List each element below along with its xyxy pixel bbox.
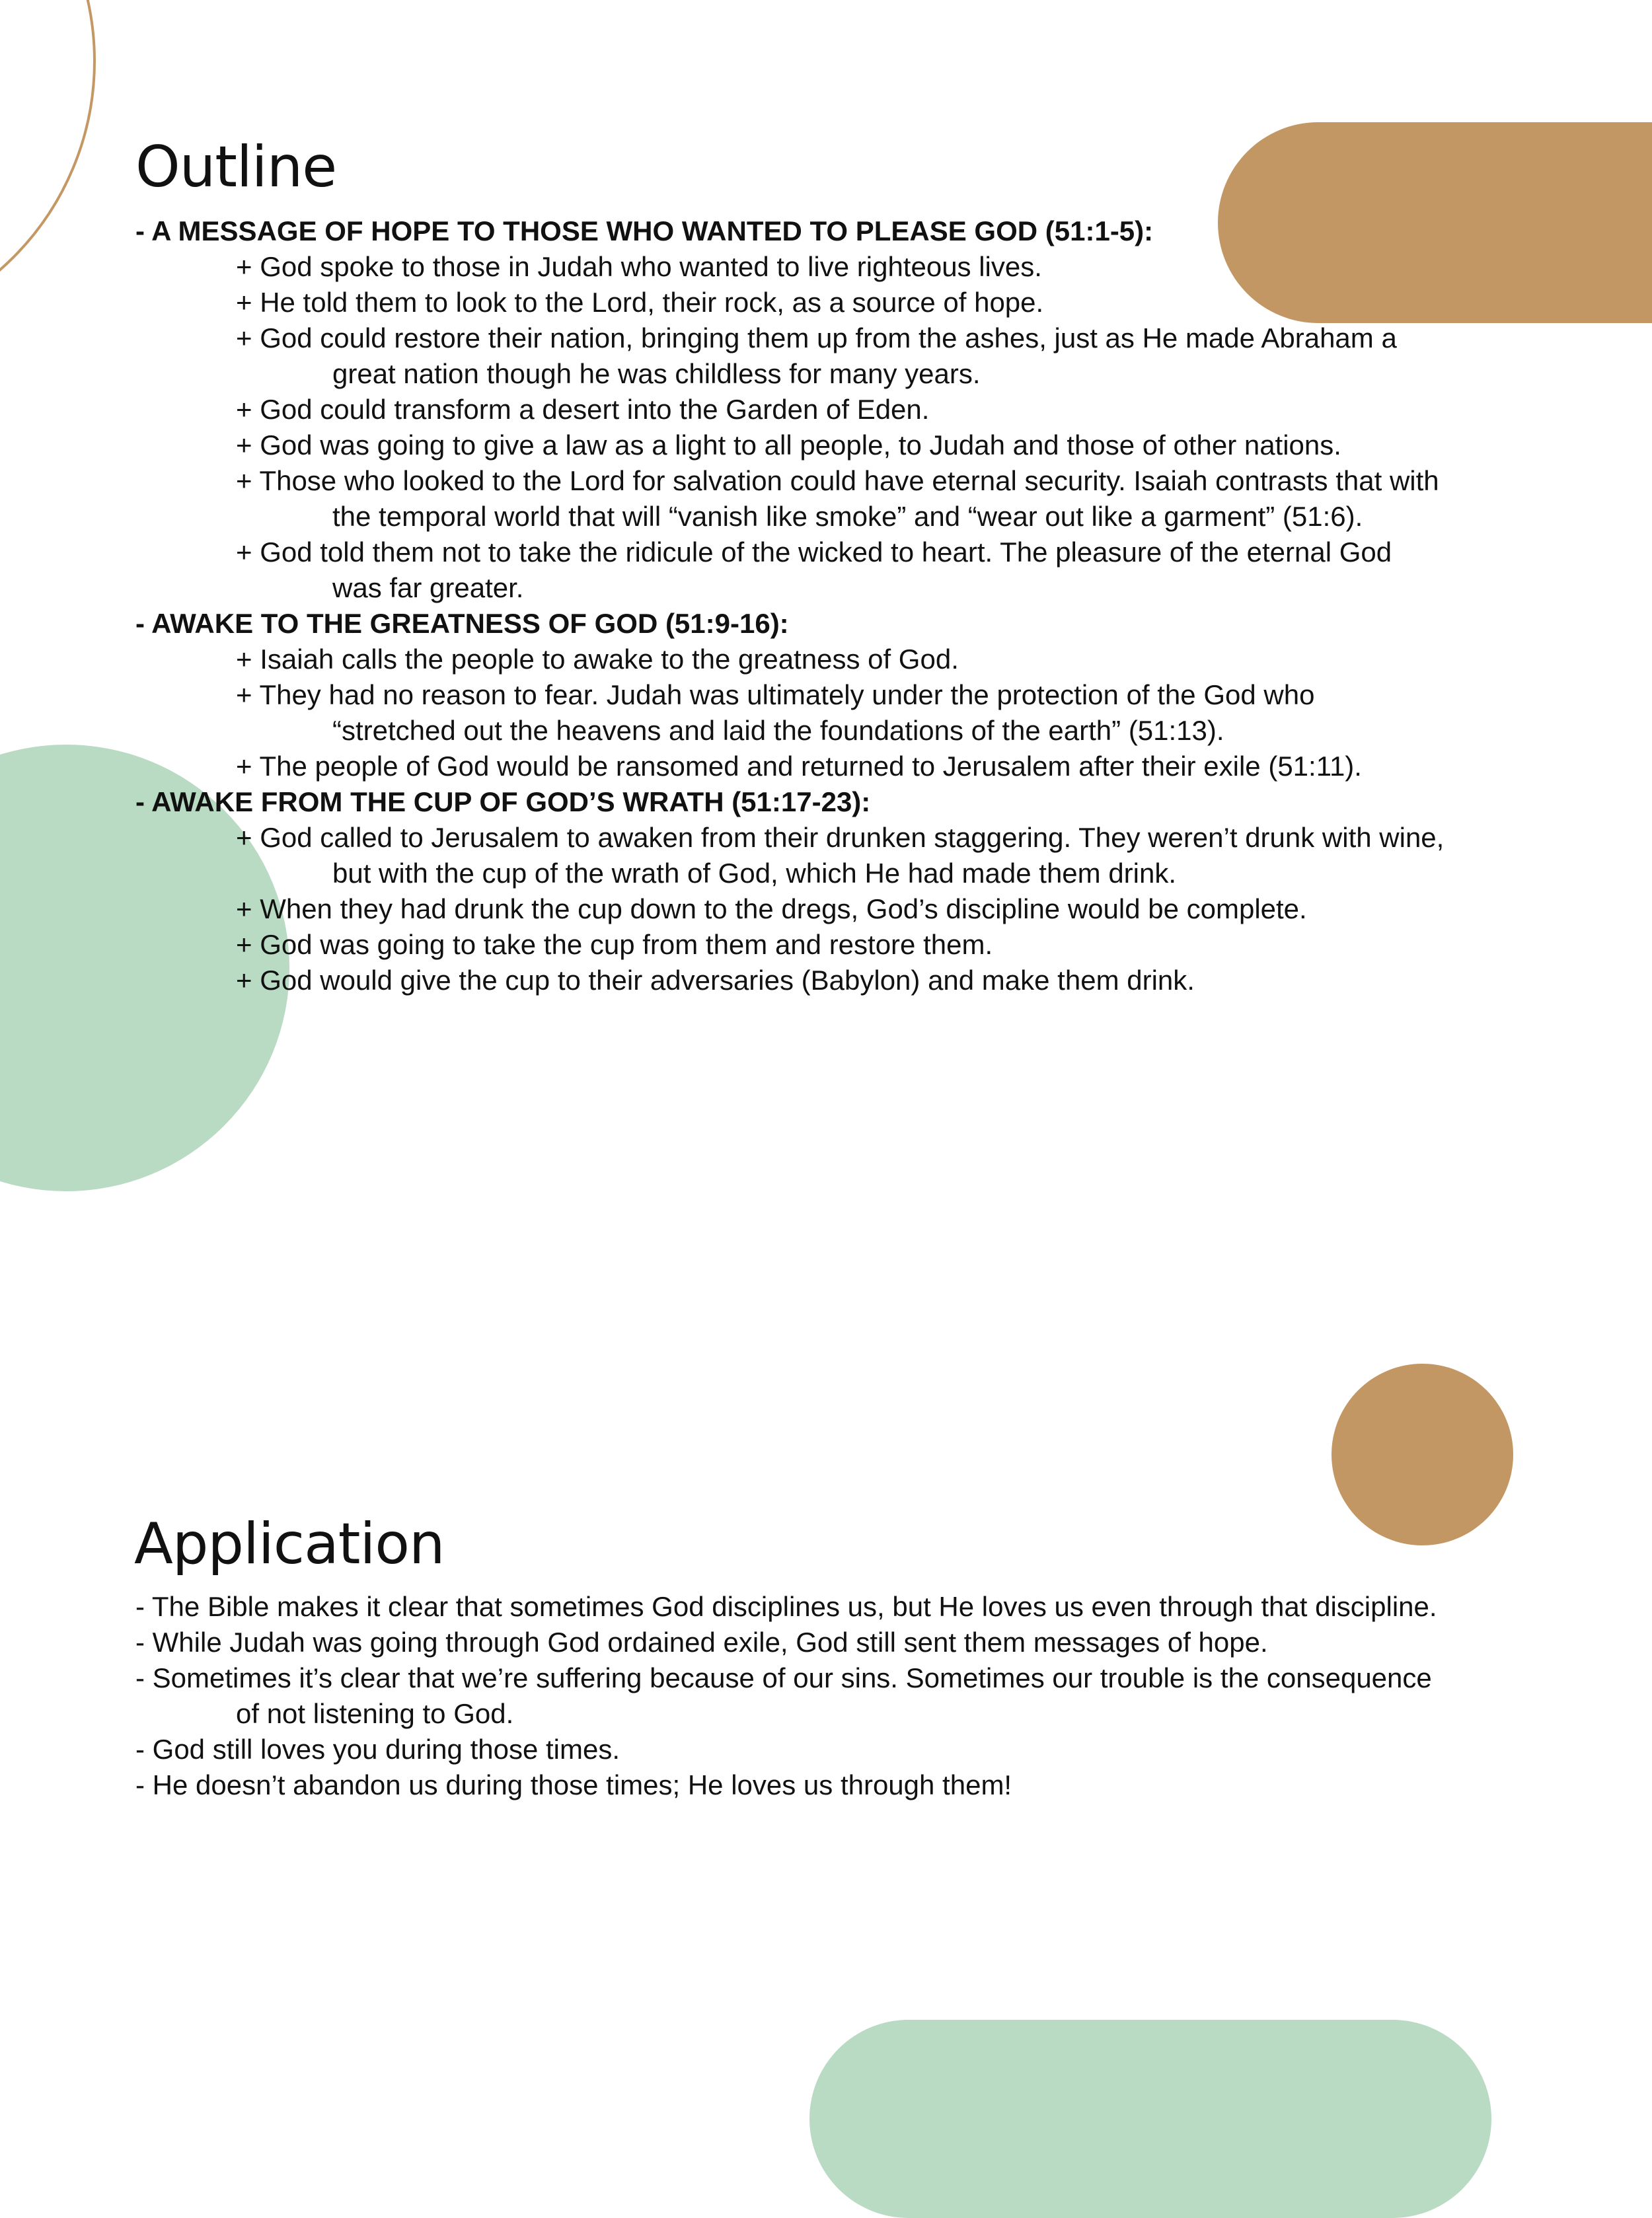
application-list [135, 1589, 1550, 1803]
application-text: - God still loves you during those times. [135, 1734, 620, 1765]
outline-point [135, 891, 1550, 927]
point-text: + God would give the cup to their adversaries (Babylon) and make them drink. [236, 965, 1195, 996]
outline-point [135, 927, 1550, 963]
point-text: + Those who looked to the Lord for salvation could have eternal security. Isaiah contrasts that with [236, 465, 1439, 496]
decorative-ring-top-left [0, 0, 96, 340]
point-text: + He told them to look to the Lord, their rock, as a source of hope. [236, 287, 1044, 318]
point-text: + God spoke to those in Judah who wanted to live righteous lives. [236, 251, 1042, 282]
point-text: + God was going to take the cup from them and restore them. [236, 929, 993, 960]
point-continuation: great nation though he was childless for many years. [332, 358, 981, 389]
application-text: - Sometimes it’s clear that we’re suffering because of our sins. Sometimes our trouble is the consequence [135, 1662, 1432, 1693]
application-item [135, 1660, 1550, 1732]
decorative-pill-bottom [809, 2020, 1491, 2218]
point-text: + God told them not to take the ridicule of the wicked to heart. The pleasure of the eternal God [236, 536, 1392, 568]
point-continuation: but with the cup of the wrath of God, which He had made them drink. [332, 858, 1177, 889]
point-text: + God was going to give a law as a light to all people, to Judah and those of other nations. [236, 429, 1341, 461]
outline-point [135, 392, 1550, 427]
outline-point [135, 249, 1550, 285]
point-continuation: “stretched out the heavens and laid the foundations of the earth” (51:13). [332, 715, 1224, 746]
outline-point [135, 320, 1550, 392]
outline-section [135, 606, 1550, 784]
outline-point [135, 642, 1550, 677]
outline-point [135, 427, 1550, 463]
point-continuation: was far greater. [332, 572, 524, 603]
outline-point [135, 820, 1550, 891]
point-text: + God called to Jerusalem to awaken from their drunken staggering. They weren’t drunk with wine, [236, 822, 1445, 853]
application-text: - The Bible makes it clear that sometimes God disciplines us, but He loves us even through that discipline. [135, 1591, 1437, 1622]
section-heading: - AWAKE TO THE GREATNESS OF GOD (51:9-16): [135, 608, 789, 639]
outline-point [135, 963, 1550, 998]
application-text: - While Judah was going through God ordained exile, God still sent them messages of hope. [135, 1627, 1268, 1658]
application-title: Application [134, 1511, 445, 1577]
section-heading: - AWAKE FROM THE CUP OF GOD’S WRATH (51:17-23): [135, 786, 871, 817]
outline-list [135, 213, 1550, 998]
application-item [135, 1767, 1550, 1803]
outline-section [135, 784, 1550, 998]
point-text: + The people of God would be ransomed and returned to Jerusalem after their exile (51:11). [236, 751, 1362, 782]
decorative-circle-gold [1332, 1364, 1513, 1545]
outline-section [135, 213, 1550, 606]
outline-point [135, 677, 1550, 749]
outline-point [135, 749, 1550, 784]
application-text: - He doesn’t abandon us during those times; He loves us through them! [135, 1769, 1012, 1800]
point-text: + Isaiah calls the people to awake to the greatness of God. [236, 644, 959, 675]
point-text: + God could restore their nation, bringing them up from the ashes, just as He made Abraham a [236, 322, 1397, 353]
point-text: + They had no reason to fear. Judah was ultimately under the protection of the God who [236, 679, 1315, 710]
application-continuation: of not listening to God. [236, 1698, 514, 1729]
application-item [135, 1589, 1550, 1625]
point-text: + God could transform a desert into the Garden of Eden. [236, 394, 930, 425]
point-text: + When they had drunk the cup down to the dregs, God’s discipline would be complete. [236, 893, 1307, 924]
outline-point [135, 535, 1550, 606]
outline-point [135, 463, 1550, 535]
outline-point [135, 285, 1550, 320]
outline-title: Outline [135, 134, 337, 200]
application-item [135, 1732, 1550, 1767]
application-item [135, 1625, 1550, 1660]
section-heading: - A MESSAGE OF HOPE TO THOSE WHO WANTED TO PLEASE GOD (51:1-5): [135, 215, 1154, 246]
point-continuation: the temporal world that will “vanish like smoke” and “wear out like a garment” (51:6). [332, 501, 1363, 532]
